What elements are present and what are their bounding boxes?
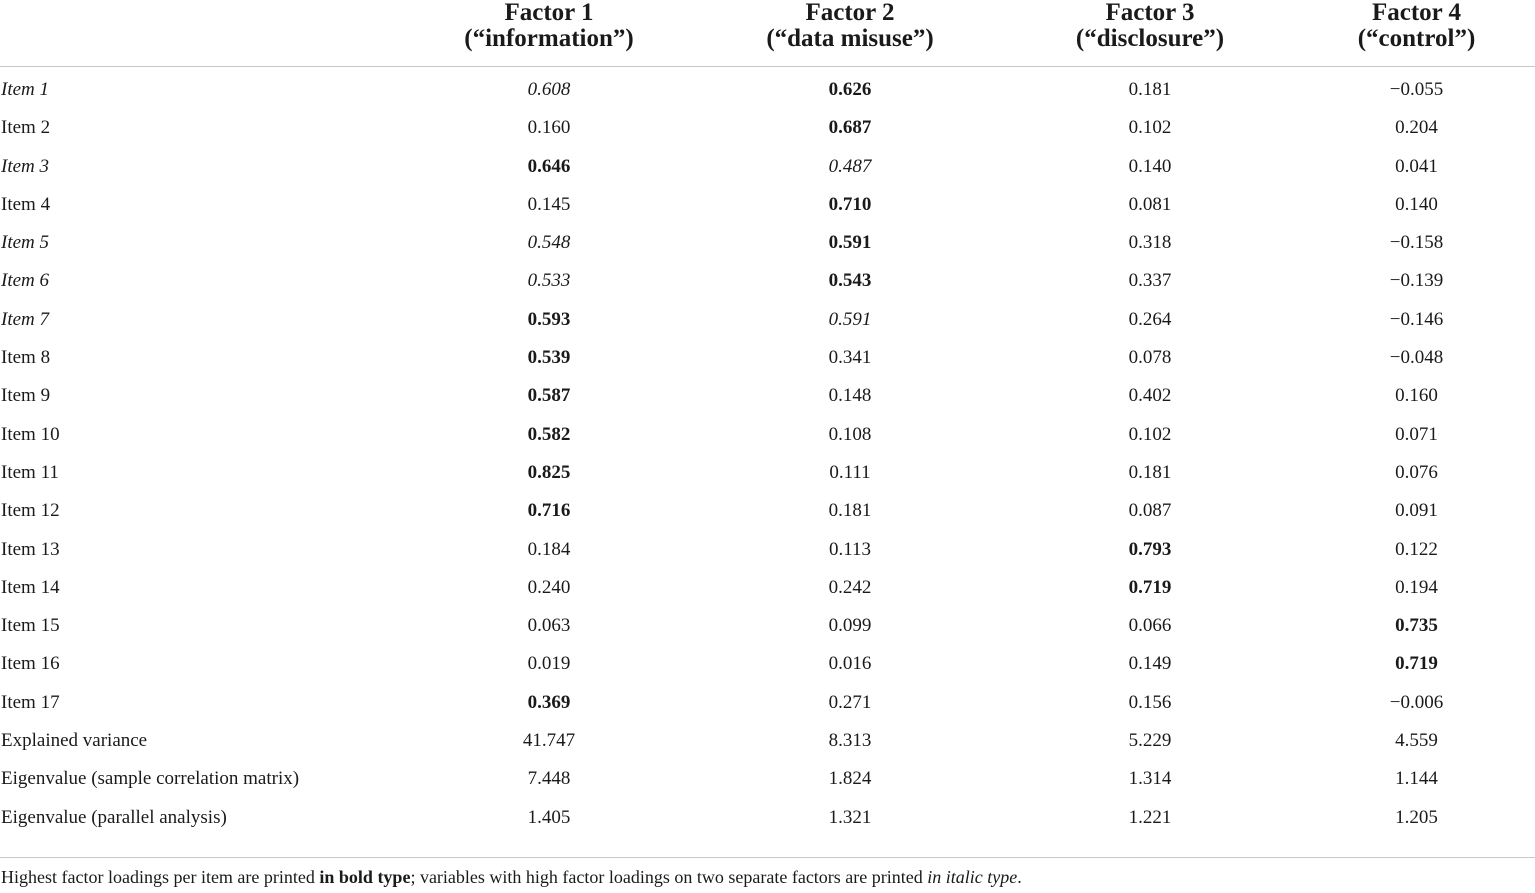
table-row bbox=[0, 262, 1535, 300]
loading-cell-factor-4: 0.122 bbox=[1395, 538, 1438, 560]
loading-cell-factor-3: 0.318 bbox=[1128, 232, 1172, 254]
row-label: Item 13 bbox=[1, 538, 60, 560]
loading-cell-factor-3: 0.066 bbox=[1128, 615, 1172, 637]
loading-cell-factor-1: 0.539 bbox=[527, 347, 571, 369]
loading-cell-factor-4: 0.041 bbox=[1395, 155, 1438, 177]
loading-cell-factor-1: 0.646 bbox=[527, 155, 571, 177]
loading-cell-factor-1: 0.240 bbox=[527, 576, 571, 598]
row-label: Explained variance bbox=[1, 730, 148, 752]
loading-cell-factor-4: 0.071 bbox=[1395, 423, 1438, 445]
loading-cell-factor-4: −0.006 bbox=[1389, 691, 1444, 713]
loading-cell-factor-1: 0.582 bbox=[527, 423, 571, 445]
row-label: Item 11 bbox=[1, 461, 59, 483]
table-row bbox=[0, 301, 1535, 339]
table-row bbox=[0, 722, 1535, 760]
loading-cell-factor-4: −0.139 bbox=[1389, 270, 1444, 292]
loading-cell-factor-2: 1.824 bbox=[828, 768, 872, 790]
loading-cell-factor-1: 0.533 bbox=[527, 270, 571, 292]
loading-cell-factor-3: 0.156 bbox=[1128, 691, 1172, 713]
loading-cell-factor-2: 8.313 bbox=[828, 730, 872, 752]
loading-cell-factor-3: 0.402 bbox=[1128, 385, 1172, 407]
header-factor-4-title: Factor 4 bbox=[1371, 0, 1462, 26]
row-label: Item 9 bbox=[1, 385, 51, 407]
table-row bbox=[0, 339, 1535, 377]
row-label: Item 7 bbox=[1, 308, 50, 330]
loading-cell-factor-3: 0.078 bbox=[1128, 347, 1172, 369]
loading-cell-factor-3: 0.337 bbox=[1128, 270, 1172, 292]
loading-cell-factor-1: 0.019 bbox=[527, 653, 571, 675]
loading-cell-factor-4: 0.735 bbox=[1395, 615, 1438, 637]
loading-cell-factor-2: 0.111 bbox=[829, 461, 871, 483]
header-factor-3 bbox=[1002, 0, 1298, 67]
loading-cell-factor-2: 0.108 bbox=[828, 423, 872, 445]
loading-cell-factor-2: 0.543 bbox=[828, 270, 872, 292]
loading-cell-factor-4: 1.144 bbox=[1395, 768, 1438, 790]
header-factor-1-subtitle: (“information”) bbox=[464, 25, 634, 52]
loading-cell-factor-3: 0.140 bbox=[1128, 155, 1172, 177]
loading-cell-factor-4: −0.048 bbox=[1389, 347, 1444, 369]
loading-cell-factor-3: 0.149 bbox=[1128, 653, 1172, 675]
header-factor-3-subtitle: (“disclosure”) bbox=[1075, 25, 1225, 52]
header-factor-1-title: Factor 1 bbox=[504, 0, 594, 26]
table-row bbox=[0, 531, 1535, 569]
loading-cell-factor-4: −0.158 bbox=[1389, 232, 1444, 254]
loading-cell-factor-4: −0.146 bbox=[1389, 308, 1444, 330]
loading-cell-factor-3: 1.314 bbox=[1128, 768, 1172, 790]
row-label: Item 5 bbox=[1, 232, 50, 254]
table-footnote bbox=[1, 866, 1022, 888]
loading-cell-factor-3: 0.181 bbox=[1128, 79, 1172, 100]
header-factor-2-subtitle: (“data misuse”) bbox=[766, 25, 934, 52]
footnote-text-2: ; variables with high factor loadings on two separate factors are printed bbox=[410, 867, 928, 887]
row-label: Item 10 bbox=[1, 423, 60, 445]
loading-cell-factor-2: 0.271 bbox=[828, 691, 872, 713]
row-label: Item 3 bbox=[1, 155, 50, 177]
loading-cell-factor-4: 0.194 bbox=[1395, 576, 1438, 598]
loading-cell-factor-4: 0.204 bbox=[1395, 117, 1438, 139]
loading-cell-factor-3: 0.793 bbox=[1128, 538, 1172, 560]
loading-cell-factor-4: 0.076 bbox=[1395, 461, 1438, 483]
loading-cell-factor-1: 0.160 bbox=[527, 117, 571, 139]
loading-cell-factor-2: 0.242 bbox=[828, 576, 872, 598]
loading-cell-factor-3: 1.221 bbox=[1128, 806, 1172, 828]
footnote-text-1: Highest factor loadings per item are printed bbox=[1, 867, 320, 887]
table-row bbox=[0, 799, 1535, 837]
table-row bbox=[0, 760, 1535, 798]
loading-cell-factor-1: 0.548 bbox=[527, 232, 571, 254]
loading-cell-factor-3: 0.081 bbox=[1128, 193, 1172, 215]
header-factor-1 bbox=[400, 0, 698, 67]
row-label: Item 2 bbox=[1, 117, 51, 139]
row-label: Item 8 bbox=[1, 347, 51, 369]
loading-cell-factor-4: 4.559 bbox=[1395, 730, 1438, 752]
row-label: Eigenvalue (parallel analysis) bbox=[1, 806, 227, 828]
footnote-text-3: . bbox=[1017, 867, 1022, 887]
loading-cell-factor-1: 0.716 bbox=[527, 500, 571, 522]
loading-cell-factor-1: 7.448 bbox=[527, 768, 571, 790]
table-body bbox=[0, 67, 1535, 837]
loading-cell-factor-2: 0.591 bbox=[828, 232, 872, 254]
loading-cell-factor-2: 0.710 bbox=[828, 193, 872, 215]
header-row bbox=[0, 0, 1535, 67]
loading-cell-factor-4: −0.055 bbox=[1389, 79, 1444, 100]
loading-cell-factor-2: 0.487 bbox=[828, 155, 872, 177]
row-label: Item 16 bbox=[1, 653, 60, 675]
loading-cell-factor-4: 0.719 bbox=[1395, 653, 1438, 675]
row-label: Item 4 bbox=[1, 193, 51, 215]
table-row bbox=[0, 186, 1535, 224]
table-row bbox=[0, 109, 1535, 147]
loading-cell-factor-4: 1.205 bbox=[1395, 806, 1438, 828]
loading-cell-factor-2: 0.113 bbox=[828, 538, 872, 560]
loading-cell-factor-3: 0.719 bbox=[1128, 576, 1172, 598]
table-row bbox=[0, 416, 1535, 454]
table-row bbox=[0, 645, 1535, 683]
loading-cell-factor-3: 0.102 bbox=[1128, 423, 1172, 445]
header-corner-cell bbox=[0, 0, 400, 67]
footnote-italic-text: in italic type bbox=[927, 867, 1018, 887]
footnote-bold-text: in bold type bbox=[319, 867, 411, 887]
row-label: Item 1 bbox=[1, 79, 50, 100]
loading-cell-factor-2: 0.181 bbox=[828, 500, 872, 522]
loading-cell-factor-1: 0.369 bbox=[527, 691, 571, 713]
loading-cell-factor-3: 5.229 bbox=[1128, 730, 1172, 752]
table-row bbox=[0, 569, 1535, 607]
table-row bbox=[0, 492, 1535, 530]
row-label: Item 17 bbox=[1, 691, 60, 713]
header-factor-3-title: Factor 3 bbox=[1105, 0, 1195, 26]
header-factor-2 bbox=[698, 0, 1002, 67]
row-label: Item 12 bbox=[1, 500, 60, 522]
table-row bbox=[0, 377, 1535, 415]
loading-cell-factor-2: 0.016 bbox=[828, 653, 872, 675]
row-label: Eigenvalue (sample correlation matrix) bbox=[1, 768, 300, 790]
loading-cell-factor-3: 0.264 bbox=[1128, 308, 1172, 330]
loading-cell-factor-4: 0.140 bbox=[1395, 193, 1438, 215]
row-label: Item 14 bbox=[1, 576, 60, 598]
loading-cell-factor-1: 41.747 bbox=[522, 730, 576, 752]
table-row bbox=[0, 148, 1535, 186]
table-row bbox=[0, 607, 1535, 645]
table-row bbox=[0, 684, 1535, 722]
table-row bbox=[0, 224, 1535, 262]
table-row bbox=[0, 454, 1535, 492]
row-label: Item 6 bbox=[1, 270, 50, 292]
loading-cell-factor-2: 0.687 bbox=[828, 117, 872, 139]
loading-cell-factor-3: 0.181 bbox=[1128, 461, 1172, 483]
loading-cell-factor-4: 0.160 bbox=[1395, 385, 1438, 407]
loading-cell-factor-1: 0.145 bbox=[527, 193, 571, 215]
loading-cell-factor-1: 0.184 bbox=[527, 538, 571, 560]
table-row bbox=[0, 67, 1535, 110]
loading-cell-factor-2: 0.591 bbox=[828, 308, 872, 330]
loading-cell-factor-2: 0.099 bbox=[828, 615, 872, 637]
loading-cell-factor-2: 0.148 bbox=[828, 385, 872, 407]
header-factor-2-title: Factor 2 bbox=[805, 0, 895, 26]
loading-cell-factor-2: 0.341 bbox=[828, 347, 872, 369]
loading-cell-factor-2: 1.321 bbox=[828, 806, 872, 828]
loading-cell-factor-1: 0.587 bbox=[527, 385, 571, 407]
loading-cell-factor-2: 0.626 bbox=[828, 79, 872, 100]
loading-cell-factor-1: 0.063 bbox=[527, 615, 571, 637]
loading-cell-factor-1: 0.825 bbox=[527, 461, 571, 483]
header-factor-4-subtitle: (“control”) bbox=[1357, 25, 1476, 52]
row-label: Item 15 bbox=[1, 615, 60, 637]
loading-cell-factor-3: 0.102 bbox=[1128, 117, 1172, 139]
loading-cell-factor-1: 0.608 bbox=[527, 79, 571, 100]
footnote-divider bbox=[0, 857, 1535, 858]
header-factor-4 bbox=[1298, 0, 1535, 67]
loading-cell-factor-1: 0.593 bbox=[527, 308, 571, 330]
loading-cell-factor-4: 0.091 bbox=[1395, 500, 1438, 522]
loading-cell-factor-3: 0.087 bbox=[1128, 500, 1172, 522]
loading-cell-factor-1: 1.405 bbox=[527, 806, 571, 828]
